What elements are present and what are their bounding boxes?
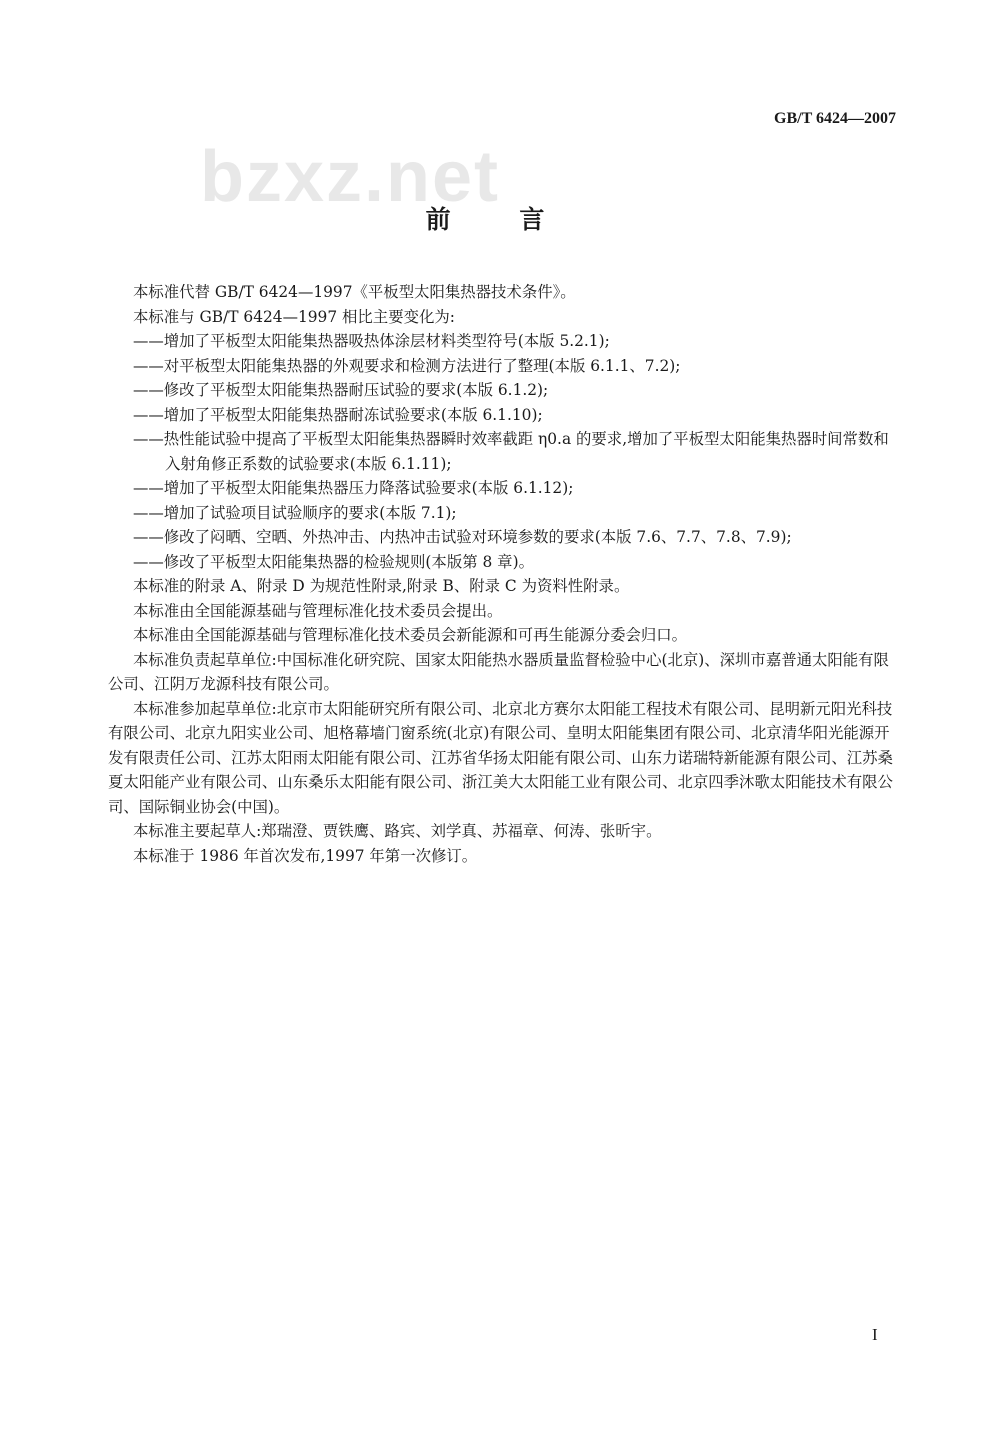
document-body bbox=[108, 280, 898, 868]
paragraph: 本标准由全国能源基础与管理标准化技术委员会提出。 bbox=[133, 601, 503, 620]
paragraph: 本标准与 GB/T 6424—1997 相比主要变化为: bbox=[133, 307, 455, 326]
page-title: 前 言 bbox=[425, 205, 575, 234]
paragraph: 本标准的附录 A、附录 D 为规范性附录,附录 B、附录 C 为资料性附录。 bbox=[133, 577, 630, 595]
change-item: ——修改了平板型太阳能集热器耐压试验的要求(本版 6.1.2); bbox=[133, 381, 549, 399]
change-item: ——增加了试验项目试验顺序的要求(本版 7.1); bbox=[133, 503, 457, 522]
change-item: ——对平板型太阳能集热器的外观要求和检测方法进行了整理(本版 6.1.1、7.2); bbox=[133, 356, 681, 375]
change-item: ——热性能试验中提高了平板型太阳能集热器瞬时效率截距 η0.a 的要求,增加了平板型太阳能集热器时间常数和入射角修正系数的试验要求(本版 6.1.11); bbox=[133, 430, 889, 473]
change-item: ——修改了平板型太阳能集热器的检验规则(本版第 8 章)。 bbox=[133, 552, 534, 571]
paragraph: 本标准主要起草人:郑瑞澄、贾铁鹰、路宾、刘学真、苏福章、何涛、张昕宇。 bbox=[133, 822, 662, 840]
change-item: ——增加了平板型太阳能集热器压力降落试验要求(本版 6.1.12); bbox=[133, 479, 574, 497]
paragraph: 本标准参加起草单位:北京市太阳能研究所有限公司、北京北方赛尔太阳能工程技术有限公司、昆明新元阳光科技有限公司、北京九阳实业公司、旭格幕墙门窗系统(北京)有限公司、皇明太阳能集团有限公司、北京清华阳光能源开发有限责任公司、江苏太阳雨太阳能有限公司、江苏省华扬太阳能有限公司、山东力诺瑞特新能源有限公司、江苏桑夏太阳能产业有限公司、山东桑乐太阳能有限公司、浙江美大太阳能工业有限公司、北京四季沐歌太阳能技术有限公司、国际铜业协会(中国)。 bbox=[108, 699, 893, 816]
paragraph: 本标准由全国能源基础与管理标准化技术委员会新能源和可再生能源分委会归口。 bbox=[133, 626, 688, 644]
change-item: ——修改了闷晒、空晒、外热冲击、内热冲击试验对环境参数的要求(本版 7.6、7.7、7.8、7.9); bbox=[133, 528, 792, 546]
paragraph: 本标准负责起草单位:中国标准化研究院、国家太阳能热水器质量监督检验中心(北京)、深圳市嘉普通太阳能有限公司、江阴万龙源科技有限公司。 bbox=[108, 650, 889, 693]
change-item: ——增加了平板型太阳能集热器耐冻试验要求(本版 6.1.10); bbox=[133, 405, 543, 424]
paragraph: 本标准于 1986 年首次发布,1997 年第一次修订。 bbox=[133, 846, 478, 865]
page-number: I bbox=[872, 1325, 878, 1344]
watermark: bzxz.net bbox=[200, 137, 501, 217]
standard-code: GB/T 6424—2007 bbox=[774, 110, 896, 127]
change-item: ——增加了平板型太阳能集热器吸热体涂层材料类型符号(本版 5.2.1); bbox=[133, 332, 610, 350]
paragraph: 本标准代替 GB/T 6424—1997《平板型太阳集热器技术条件》。 bbox=[133, 283, 576, 301]
